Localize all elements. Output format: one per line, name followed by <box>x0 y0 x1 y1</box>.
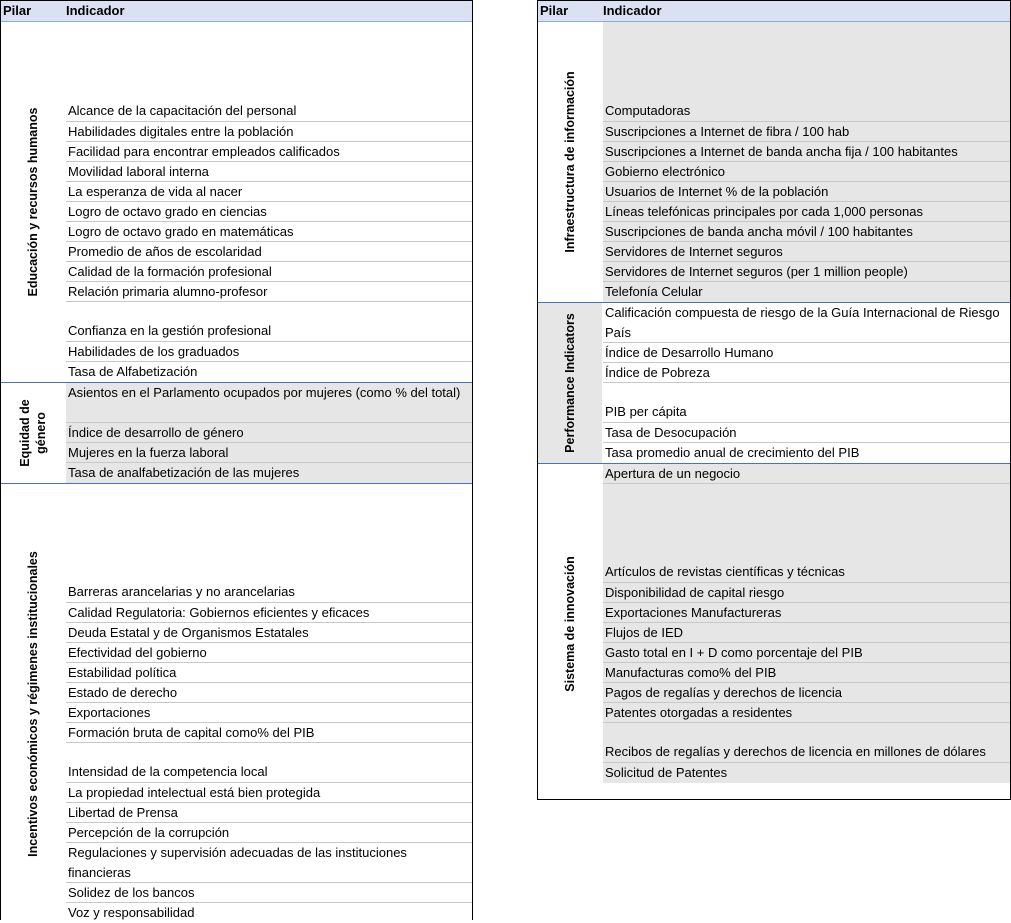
indicator-row: PIB per cápita <box>603 383 1010 423</box>
indicator-row: Tasa de Alfabetización <box>68 364 198 379</box>
indicator-row: Manufacturas como% del PIB <box>603 663 1010 683</box>
pilar-cell <box>1 22 66 382</box>
indicator-row: Líneas telefónicas principales por cada 1,000 personas <box>603 202 1010 222</box>
indicator-row: Deuda Estatal y de Organismos Estatales <box>66 623 472 643</box>
pilar-header: Pilar <box>3 3 32 18</box>
pilar-group-infraestructura <box>538 22 1010 302</box>
indicator-row: Flujos de IED <box>603 623 1010 643</box>
indicator-row: Solidez de los bancos <box>66 883 472 903</box>
indicator-row: Exportaciones Manufactureras <box>603 603 1010 623</box>
pilar-label: Sistema de innovación <box>563 555 577 692</box>
pilar-label: Infraestructura de información <box>563 71 577 253</box>
pilar-group-educacion <box>1 22 472 382</box>
pilar-cell <box>1 383 66 483</box>
indicator-row: Tasa promedio anual de crecimiento del PIB <box>605 445 860 460</box>
indicador-header: Indicador <box>66 3 125 18</box>
indicator-row: Usuarios de Internet % de la población <box>603 182 1010 202</box>
indicator-row: La esperanza de vida al nacer <box>66 182 472 202</box>
indicator-row: Habilidades de los graduados <box>66 342 472 362</box>
indicator-row: Mujeres en la fuerza laboral <box>66 443 472 463</box>
indicator-row: Facilidad para encontrar empleados calificados <box>66 142 472 162</box>
indicator-row: Estado de derecho <box>66 683 472 703</box>
left-table <box>0 0 473 920</box>
indicator-list <box>603 22 1010 302</box>
pilar-group-performance <box>538 302 1010 463</box>
indicator-row: Alcance de la capacitación del personal <box>66 22 472 122</box>
indicator-row: Logro de octavo grado en ciencias <box>66 202 472 222</box>
indicator-row: Servidores de Internet seguros (per 1 million people) <box>603 262 1010 282</box>
indicator-row: Intensidad de la competencia local <box>66 743 472 783</box>
indicator-row: Movilidad laboral interna <box>66 162 472 182</box>
indicator-row: Índice de desarrollo de género <box>66 423 472 443</box>
pilar-label: Educación y recursos humanos <box>26 107 40 297</box>
indicator-row: Suscripciones a Internet de fibra / 100 hab <box>603 122 1010 142</box>
indicator-row: Índice de Pobreza <box>603 363 1010 383</box>
table-header <box>538 1 1010 22</box>
pilar-cell <box>538 464 603 783</box>
pilar-label: Incentivos económicos y régimenes institucionales <box>26 550 40 857</box>
indicator-row: Regulaciones y supervisión adecuadas de las instituciones financieras <box>66 843 472 883</box>
right-table <box>537 0 1011 800</box>
indicator-row: Exportaciones <box>66 703 472 723</box>
indicator-list <box>66 383 472 483</box>
indicator-row: Gasto total en I + D como porcentaje del PIB <box>603 643 1010 663</box>
indicator-row: Solicitud de Patentes <box>605 765 728 780</box>
pilar-group-equidad <box>1 382 472 483</box>
pilar-cell <box>538 22 603 302</box>
indicator-row: Gobierno electrónico <box>603 162 1010 182</box>
indicator-list <box>66 22 472 382</box>
indicator-row: Estabilidad política <box>66 663 472 683</box>
indicator-row: Confianza en la gestión profesional <box>66 302 472 342</box>
indicator-row: Artículos de revistas científicas y técnicas <box>603 484 1010 583</box>
indicator-row: Libertad de Prensa <box>66 803 472 823</box>
indicator-row: Disponibilidad de capital riesgo <box>603 583 1010 603</box>
indicator-row: Habilidades digitales entre la población <box>66 122 472 142</box>
pilar-label: Equidad de género <box>18 399 48 467</box>
indicator-row: Recibos de regalías y derechos de licencia en millones de dólares <box>603 723 1010 763</box>
indicator-row: Patentes otorgadas a residentes <box>603 703 1010 723</box>
indicator-row: Formación bruta de capital como% del PIB <box>66 723 472 743</box>
indicator-row: Calidad de la formación profesional <box>66 262 472 282</box>
indicator-row: Percepción de la corrupción <box>66 823 472 843</box>
indicator-row: Telefonía Celular <box>605 284 703 299</box>
indicator-row: Voz y responsabilidad <box>68 905 195 920</box>
indicator-row: Logro de octavo grado en matemáticas <box>66 222 472 242</box>
pilar-group-incentivos <box>1 483 472 923</box>
indicator-list <box>603 464 1010 783</box>
indicator-row: Asientos en el Parlamento ocupados por mujeres (como % del total) <box>66 383 472 423</box>
indicator-row: Computadoras <box>603 22 1010 122</box>
indicator-row: Suscripciones de banda ancha móvil / 100 habitantes <box>603 222 1010 242</box>
indicator-row: Servidores de Internet seguros <box>603 242 1010 262</box>
indicator-row: Suscripciones a Internet de banda ancha fija / 100 habitantes <box>603 142 1010 162</box>
indicator-row: Tasa de analfabetización de las mujeres <box>68 465 300 480</box>
indicator-row: La propiedad intelectual está bien protegida <box>66 783 472 803</box>
pilar-header: Pilar <box>540 3 569 18</box>
indicator-list <box>603 303 1010 463</box>
indicador-header: Indicador <box>603 3 662 18</box>
pilar-group-innovacion <box>538 463 1010 783</box>
indicator-row: Tasa de Desocupación <box>603 423 1010 443</box>
indicator-row: Calificación compuesta de riesgo de la Guía Internacional de Riesgo País <box>603 303 1010 343</box>
table-header <box>1 1 472 22</box>
indicator-row: Pagos de regalías y derechos de licencia <box>603 683 1010 703</box>
indicator-row: Relación primaria alumno-profesor <box>66 282 472 302</box>
indicator-row: Efectividad del gobierno <box>66 643 472 663</box>
indicator-row: Calidad Regulatoria: Gobiernos eficientes y eficaces <box>66 603 472 623</box>
indicator-row: Barreras arancelarias y no arancelarias <box>66 484 472 603</box>
pilar-cell <box>1 484 66 923</box>
indicator-row: Promedio de años de escolaridad <box>66 242 472 262</box>
indicator-row: Apertura de un negocio <box>603 464 1010 484</box>
indicator-row: Índice de Desarrollo Humano <box>603 343 1010 363</box>
pilar-label: Performance Indicators <box>563 313 577 453</box>
indicator-list <box>66 484 472 923</box>
pilar-cell <box>538 303 603 463</box>
